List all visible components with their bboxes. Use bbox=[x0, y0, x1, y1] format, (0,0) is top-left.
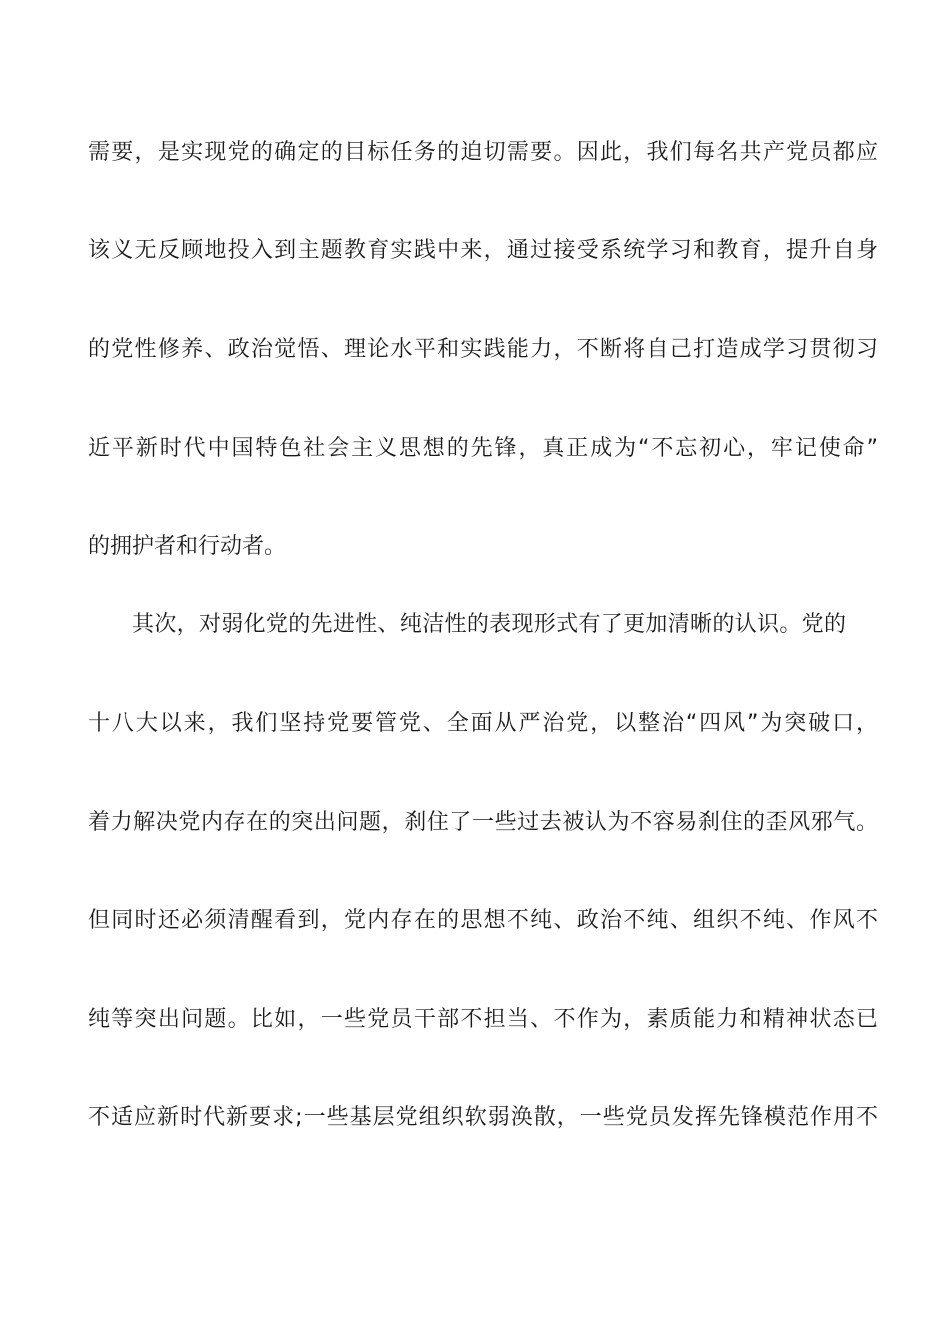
paragraph-line: 的拥护者和行动者。 bbox=[88, 534, 287, 559]
paragraph-line: 需要，是实现党的确定的目标任务的迫切需要。因此，我们每名共产党员都应 bbox=[88, 140, 878, 165]
paragraph-line: 的党性修养、政治觉悟、理论水平和实践能力，不断将自己打造成学习贯彻习 bbox=[88, 337, 878, 362]
paragraph-line: 十八大以来，我们坚持党要管党、全面从严治党，以整治“四风”为突破口， bbox=[88, 711, 878, 736]
paragraph-line: 其次，对弱化党的先进性、纯洁性的表现形式有了更加清晰的认识。党的 bbox=[132, 612, 846, 637]
paragraph-line: 着力解决党内存在的突出问题，刹住了一些过去被认为不容易刹住的歪风邪气。 bbox=[88, 810, 878, 835]
paragraph-line: 不适应新时代新要求;一些基层党组织软弱涣散，一些党员发挥先锋模范作用不 bbox=[88, 1105, 878, 1130]
paragraph-line: 但同时还必须清醒看到，党内存在的思想不纯、政治不纯、组织不纯、作风不 bbox=[88, 908, 878, 933]
paragraph-line: 该义无反顾地投入到主题教育实践中来，通过接受系统学习和教育，提升自身 bbox=[88, 238, 878, 263]
paragraph-line: 近平新时代中国特色社会主义思想的先锋，真正成为“不忘初心，牢记使命” bbox=[88, 436, 878, 461]
paragraph-line: 纯等突出问题。比如，一些党员干部不担当、不作为，素质能力和精神状态已 bbox=[88, 1007, 878, 1032]
